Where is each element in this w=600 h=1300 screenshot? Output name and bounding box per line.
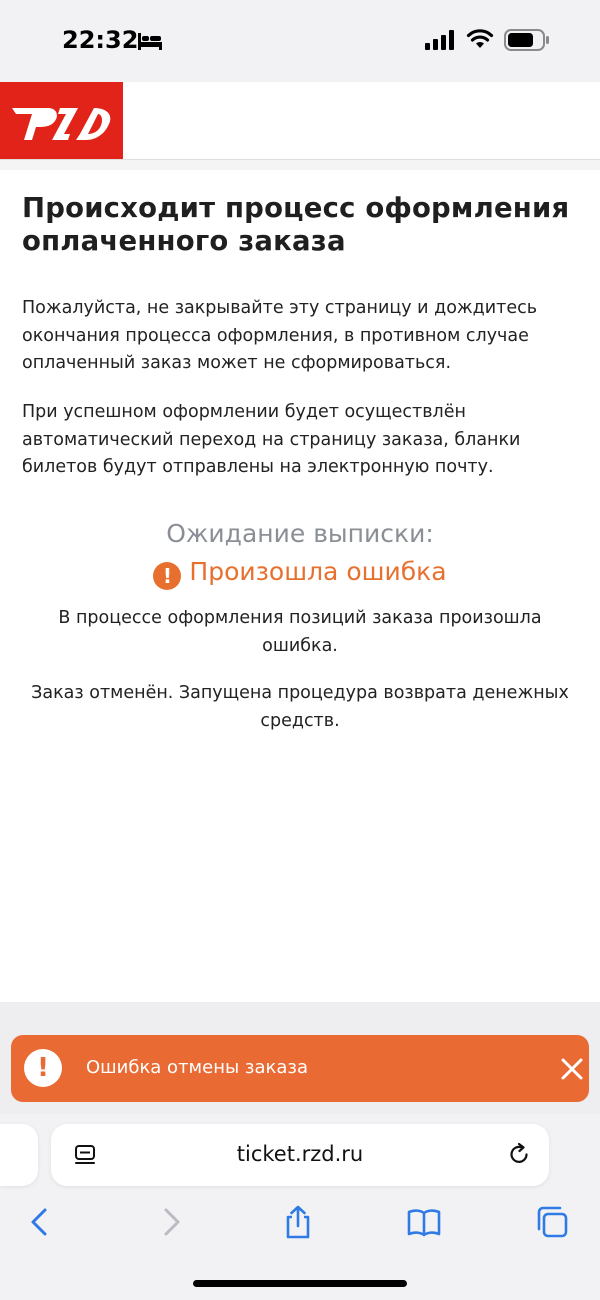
error-description-1: В процессе оформления позиций заказа произошла ошибка. [58,608,542,656]
share-icon[interactable] [280,1204,316,1240]
error-status-text: Произошла ошибка [189,557,447,586]
page-title: Происходит процесс оформления оплаченного заказа [22,192,570,257]
bookmarks-icon[interactable] [406,1204,442,1240]
info-paragraph-2: При успешном оформлении будет осуществлён автоматический переход на страницу заказа, бланки билетов будут отправлены на электронную почту. [22,402,521,477]
battery-icon [504,29,550,51]
alert-icon: ! [153,562,181,590]
error-toast [11,1035,589,1102]
toast-alert-icon: ! [24,1049,62,1087]
url-text[interactable]: ticket.rzd.ru [236,1142,364,1166]
info-paragraph-1: Пожалуйста, не закрывайте эту страницу и дождитесь окончания процесса оформления, в противном случае оплаченный заказ может не сформироваться. [22,298,538,373]
tabs-icon[interactable] [534,1204,570,1240]
signal-icon [425,30,457,50]
error-status [0,557,600,590]
wifi-icon [466,28,494,50]
back-icon[interactable] [22,1204,58,1240]
forward-icon[interactable] [153,1204,189,1240]
home-indicator [193,1280,407,1287]
bed-icon [137,31,163,51]
status-time: 22:32 [62,26,139,54]
rzd-logo-icon [8,94,114,146]
header-divider [0,160,600,170]
address-bar[interactable] [51,1124,549,1186]
previous-tab-preview[interactable] [0,1124,38,1186]
status-bar [0,0,600,82]
site-header [0,82,600,160]
close-icon[interactable] [557,1054,587,1084]
reload-icon[interactable] [506,1141,532,1167]
browser-toolbar [0,1114,600,1300]
error-description-2: Заказ отменён. Запущена процедура возврата денежных средств. [31,683,569,731]
waiting-label: Ожидание выписки: [166,519,434,548]
rzd-logo[interactable] [0,82,123,159]
toast-message: Ошибка отмены заказа [86,1057,309,1078]
